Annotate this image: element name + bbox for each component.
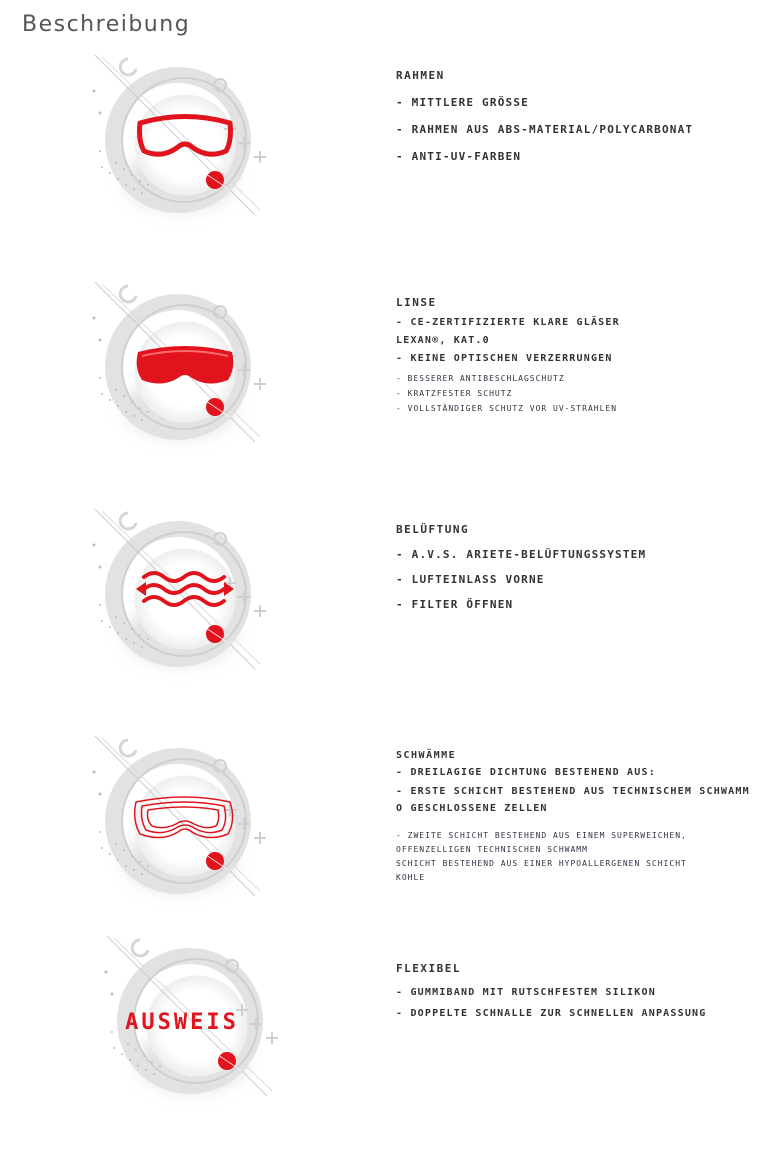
feature-line: LEXAN®, KAT.0 xyxy=(396,335,490,346)
feature-line: - LUFTEINLASS VORNE xyxy=(396,573,545,586)
section-title: BELÜFTUNG xyxy=(396,523,470,536)
feature-line: - A.V.S. ARIETE-BELÜFTUNGSSYSTEM xyxy=(396,548,647,561)
feature-detail: SCHICHT BESTEHEND AUS EINER HYPOALLERGENEN SCHICHT xyxy=(396,859,687,868)
section-title: LINSE xyxy=(396,296,437,309)
feature-line: - GUMMIBAND MIT RUTSCHFESTEM SILIKON xyxy=(396,987,656,998)
feature-detail: - VOLLSTÄNDIGER SCHUTZ VOR UV-STRAHLEN xyxy=(396,404,618,413)
goggle-frame-icon xyxy=(80,55,280,255)
feature-detail: OFFENZELLIGEN TECHNISCHEN SCHWAMM xyxy=(396,845,588,854)
feature-line: - CE-ZERTIFIZIERTE KLARE GLÄSER xyxy=(396,317,620,328)
foam-layers-icon xyxy=(80,736,280,936)
feature-line: - RAHMEN AUS ABS-MATERIAL/POLYCARBONAT xyxy=(396,123,694,136)
section-title: FLEXIBEL xyxy=(396,962,461,975)
page-title: Beschreibung xyxy=(22,12,191,37)
feature-line: - DREILAGIGE DICHTUNG BESTEHEND AUS: xyxy=(396,767,656,778)
feature-detail: - ZWEITE SCHICHT BESTEHEND AUS EINEM SUPERWEICHEN, xyxy=(396,831,687,840)
feature-line: - ANTI-UV-FARBEN xyxy=(396,150,522,163)
feature-detail: - KRATZFESTER SCHUTZ xyxy=(396,389,513,398)
section-title: SCHWÄMME xyxy=(396,750,457,761)
goggle-lens-icon xyxy=(80,282,280,482)
ventilation-waves-icon xyxy=(80,509,280,709)
feature-line: - KEINE OPTISCHEN VERZERRUNGEN xyxy=(396,353,613,364)
feature-line: - ERSTE SCHICHT BESTEHEND AUS TECHNISCHEM SCHWAMM O GESCHLOSSENE ZELLEN xyxy=(396,786,750,814)
feature-detail: KOHLE xyxy=(396,873,426,882)
feature-line: - MITTLERE GRÖSSE xyxy=(396,96,529,109)
feature-line: - FILTER ÖFFNEN xyxy=(396,598,514,611)
strap-icon-label: AUSWEIS xyxy=(125,1010,239,1035)
feature-detail: - BESSERER ANTIBESCHLAGSCHUTZ xyxy=(396,374,565,383)
strap-icon xyxy=(92,936,292,1136)
feature-line: - DOPPELTE SCHNALLE ZUR SCHNELLEN ANPASSUNG xyxy=(396,1008,707,1019)
section-title: RAHMEN xyxy=(396,69,445,82)
